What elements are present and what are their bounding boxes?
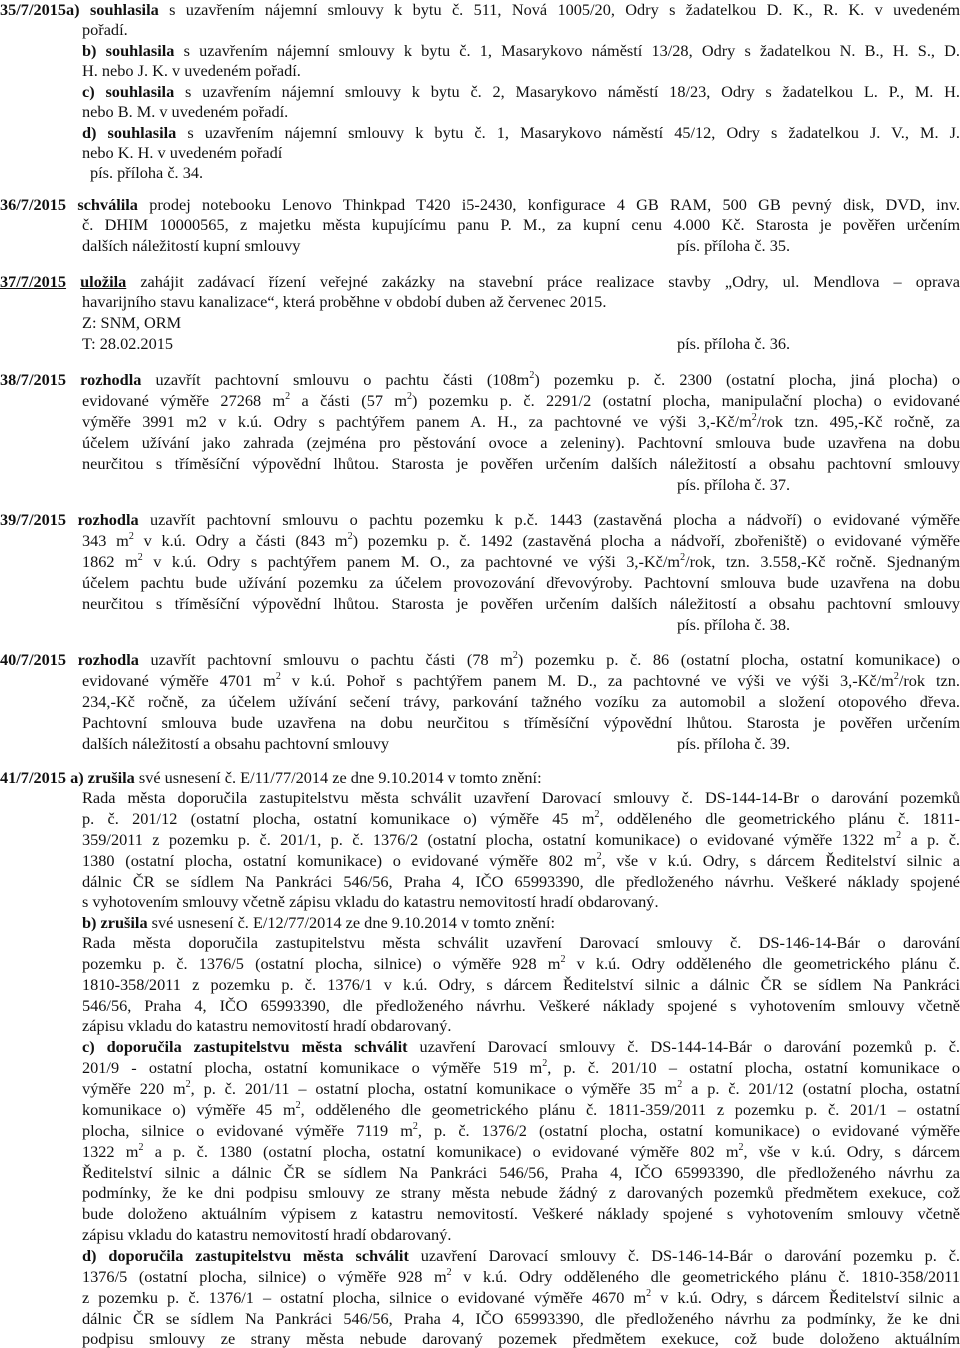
- r38-line1: 38/7/2015 rozhodla uzavřít pachtovní smlouvu o pachtu části $(108m^2)$ pozemku p. č. 2300 (ostatní plocha, jiná plocha) o: [0, 370, 960, 389]
- r41-b-line5: zápisu vkladu do katastru nemovitostí hradí obdarovaný.: [82, 1016, 452, 1035]
- r40-attachment: pís. příloha č. 39.: [677, 734, 791, 753]
- r41-c-line3: komunikace o) výměře 45 $m^2$, odděleného dle geometrického plánu č. 1811-359/2011 z pozemku p. č. 201/1 – ostatní: [82, 1100, 960, 1119]
- r41-d-heading: d) doporučila zastupitelstvu města schválit uzavření Darovací smlouvy č. DS-146-14-Bár o darování pozemku p. č.: [82, 1246, 960, 1265]
- r39-line5: neurčitou s tříměsíční výpovědní lhůtou. Starosta je pověřen určením dalších náležitostí a obsahu pachtovní smlouvy: [82, 594, 960, 613]
- r39-line2: 343 $m^2$ v k.ú. Odry a části (843 $m^2$) pozemku p. č. 1492 (zastavěná plocha a nádvoří, zbořeniště) o evidované výměře: [82, 531, 960, 550]
- r41-a-heading: 41/7/2015 a) zrušila své usnesení č. E/11/77/2014 ze dne 9.10.2014 v tomto znění:: [0, 768, 542, 787]
- r41-c-line1: 201/9 - ostatní plocha, ostatní komunikace o výměře 519 $m^2$, p. č. 201/10 – ostatní plocha, ostatní komunikace o: [82, 1058, 960, 1077]
- r36-line2: č. DHIM 10000565, z majetku města kupujícímu panu P. M., za kupní cenu 4.000 Kč. Starosta je pověřen určením: [82, 215, 960, 234]
- r35-b-line2: H. nebo J. K. v uvedeném pořadí.: [82, 61, 301, 80]
- r38-line2: evidované výměře 27268 $m^2$ a části (57 $m^2$) pozemku p. č. 2291/2 (ostatní plocha, manipulační plocha) o evidované: [82, 391, 960, 410]
- r38-line4: účelem užívání jako zahrada (zejména pro pěstování ovoce a zeleniny). Pachtovní smlouva bude uzavřena na dobu: [82, 433, 960, 452]
- r41-c-line9: zápisu vkladu do katastru nemovitostí hradí obdarovaný.: [82, 1225, 452, 1244]
- r37-line3: Z: SNM, ORM: [82, 313, 182, 332]
- r37-line2: havarijního stavu kanalizace“, která proběhne v období duben až červenec 2015.: [82, 292, 607, 311]
- r41-c-line8: bude doloženo aktuálním výpisem z katastru nemovitostí. Veškeré náklady spojené s vyhotovením smlouvy včetně: [82, 1204, 960, 1223]
- r41-d-line3: dálnic ČR se sídlem Na Pankráci 546/56, Praha 4, IČO 65993390, dle předloženého návrhu za podmínky, že ke dni: [82, 1309, 960, 1328]
- r40-line2: evidované výměře 4701 $m^2$ v k.ú. Pohoř s pachtýřem panem M. D., za pachtovné ve výši ve výši $3,-Kč/m^2$/rok tzn.: [82, 671, 960, 690]
- r39-line1: 39/7/2015 rozhodla uzavřít pachtovní smlouvu o pachtu pozemku k p.č. 1443 (zastavěná plocha a nádvoří) o evidované výměře: [0, 510, 960, 529]
- r40-line1: 40/7/2015 rozhodla uzavřít pachtovní smlouvu o pachtu části (78 $m^2$) pozemku p. č. 86 (ostatní plocha, ostatní komunikace) o: [0, 650, 960, 669]
- r38-attachment: pís. příloha č. 37.: [677, 475, 791, 494]
- r40-line3: 234,-Kč ročně, za účelem užívání sečení trávy, parkování tažného vozíku za automobil a složení otopového dřeva.: [82, 692, 960, 711]
- r41-c-line4: plocha, silnice o evidované výměře 7119 $m^2$, p. č. 1376/2 (ostatní plocha, ostatní komunikace) o evidované výměře: [82, 1121, 960, 1140]
- r35-a-line2: pořadí.: [82, 20, 128, 39]
- r35-d-line1: d) souhlasila s uzavřením nájemní smlouvy k bytu č. 1, Masarykovo náměstí 45/12, Odry s žadatelkou J. V., M. J.: [82, 123, 960, 142]
- r39-attachment: pís. příloha č. 38.: [677, 615, 791, 634]
- r40-line4: Pachtovní smlouva bude uzavřena na dobu neurčitou s tříměsíční výpovědní lhůtou. Starosta je pověřen určením: [82, 713, 960, 732]
- r41-c-heading: c) doporučila zastupitelstvu města schválit uzavření Darovací smlouvy č. DS-144-14-Bár o darování pozemků p. č.: [82, 1037, 960, 1056]
- r35-b-line1: b) souhlasila s uzavřením nájemní smlouvy k bytu č. 1, Masarykovo náměstí 13/28, Odry s žadatelkou N. B., H. S., D.: [82, 41, 960, 60]
- r40-line5: dalších náležitostí a obsahu pachtovní smlouvy: [82, 734, 390, 753]
- r41-d-line4: podpisu smlouvy ze strany města nebude darovaný pozemek předmětem exekuce, což bude doloženo aktuálním: [82, 1329, 960, 1348]
- r41-d-line2: z pozemku p. č. 1376/1 – ostatní plocha, silnice o evidované výměře 4670 $m^2$ v k.ú. Odry, s dárcem Ředitelství silnic a: [82, 1288, 960, 1307]
- r41-a-line5: dálnic ČR se sídlem Na Pankráci 546/56, Praha 4, IČO 65993390, dle předloženého návrhu. Veškeré náklady spojené: [82, 872, 960, 891]
- r41-a-line2: p. č. 201/12 (ostatní plocha, ostatní komunikace o) výměře 45 $m^2$, odděleného dle geometrického plánu č. 1811-: [82, 809, 960, 828]
- r37-line1: 37/7/2015 uložila zahájit zadávací řízení veřejné zakázky na stavební práce realizace stavby „Odry, ul. Mendlova – oprava: [0, 272, 960, 291]
- r35-a-line1: 35/7/2015a) souhlasila s uzavřením nájemní smlouvy k bytu č. 511, Nová 1005/20, Odry s žadatelkou D. K., R. K. v uvedeném: [0, 0, 960, 19]
- r41-c-line6: Ředitelství silnic a dálnic ČR se sídlem Na Pankráci 546/56, Praha 4, IČO 65993390, dle předloženého návrhu za: [82, 1163, 960, 1182]
- r35-c-line2: nebo B. M. v uvedeném pořadí.: [82, 102, 289, 121]
- r39-line3: 1862 $m^2$ v k.ú. Odry s pachtýřem panem M. O., za pachtovné ve výši $3,-Kč/m^2$/rok, tzn. 3.558,-Kč ročně. Sjednaným: [82, 552, 960, 571]
- r37-attachment: pís. příloha č. 36.: [677, 334, 791, 353]
- r41-a-line4: 1380 (ostatní plocha, ostatní komunikace) o evidované výměře 802 $m^2$, vše v k.ú. Odry, s dárcem Ředitelství silnic a: [82, 851, 960, 870]
- r36-line3: dalších náležitostí kupní smlouvy: [82, 236, 301, 255]
- r39-line4: účelem pachtu bude užívání pozemku za účelem provozování dřevovýroby. Pachtovní smlouva bude uzavřena na dobu: [82, 573, 960, 592]
- r41-c-line2: výměře 220 $m^2$, p. č. 201/11 – ostatní plocha, ostatní komunikace o výměře 35 $m^2$ a p. č. 201/12 (ostatní plocha, ostatní: [82, 1079, 960, 1098]
- r41-a-line1: Rada města doporučila zastupitelstvu města schválit uzavření Darovací smlouvy č. DS-144-14-Br o darování pozemků: [82, 788, 960, 807]
- r41-d-line1: 1376/5 (ostatní plocha, silnice) o výměře 928 $m^2$ v k.ú. Odry odděleného dle geometrického plánu č. 1810-358/2011: [82, 1267, 960, 1286]
- r35-c-line1: c) souhlasila s uzavřením nájemní smlouvy k bytu č. 2, Masarykovo náměstí 18/23, Odry s žadatelkou L. P., M. H.: [82, 82, 960, 101]
- r41-a-line6: s vyhotovením smlouvy včetně zápisu vkladu do katastru nemovitostí hradí obdarovaný.: [82, 892, 659, 911]
- r41-b-line4: 546/56, Praha 4, IČO 65993390, dle předloženého návrhu. Veškeré náklady spojené s vyhotovením smlouvy včetně: [82, 996, 960, 1015]
- r38-line3: výměře 3991 m2 v k.ú. Odry s pachtýřem panem A. H., za pachtovné ve výši $3,-Kč/m^2$/rok tzn. 495,-Kč ročně, za: [82, 412, 960, 431]
- r36-line1: 36/7/2015 schválila prodej notebooku Lenovo Thinkpad T420 i5-2430, konfigurace 4 GB RAM, 500 GB pevný disk, DVD, inv.: [0, 195, 960, 214]
- r41-b-heading: b) zrušila své usnesení č. E/12/77/2014 ze dne 9.10.2014 v tomto znění:: [82, 913, 556, 932]
- r35-d-line2: nebo K. H. v uvedeném pořadí: [82, 143, 283, 162]
- r41-b-line1: Rada města doporučila zastupitelstvu města schválit uzavření Darovací smlouvy č. DS-146-14-Bár o darování: [82, 933, 960, 952]
- r41-c-line5: 1322 $m^2$ a p. č. 1380 (ostatní plocha, ostatní komunikace) o evidované výměře 802 $m^2$, vše v k.ú. Odry, s dárcem: [82, 1142, 960, 1161]
- r41-b-line2: pozemku p. č. 1376/5 (ostatní plocha, silnice) o výměře 928 $m^2$ v k.ú. Odry odděleného dle geometrického plánu č.: [82, 954, 960, 973]
- r41-b-line3: 1810-358/2011 z pozemku p. č. 1376/1 v k.ú. Odry, s dárcem Ředitelství silnic a dálnic ČR se sídlem Na Pankráci: [82, 975, 960, 994]
- r38-line5: neurčitou s tříměsíční výpovědní lhůtou. Starosta je pověřen určením dalších náležitostí a obsahu pachtovní smlouvy: [82, 454, 960, 473]
- r41-a-line3: 359/2011 z pozemku p. č. 201/1, p. č. 1376/2 (ostatní plocha, ostatní komunikace) o evidované výměře 1322 $m^2$ a p. č.: [82, 830, 960, 849]
- r41-c-line7: podmínky, že ke dni podpisu smlouvy ze strany města nebude žádný z darovaných pozemků předmětem exekuce, což: [82, 1183, 960, 1202]
- r37-line4: T: 28.02.2015: [82, 334, 173, 353]
- r36-attachment: pís. příloha č. 35.: [677, 236, 791, 255]
- r35-attachment: pís. příloha č. 34.: [90, 163, 204, 182]
